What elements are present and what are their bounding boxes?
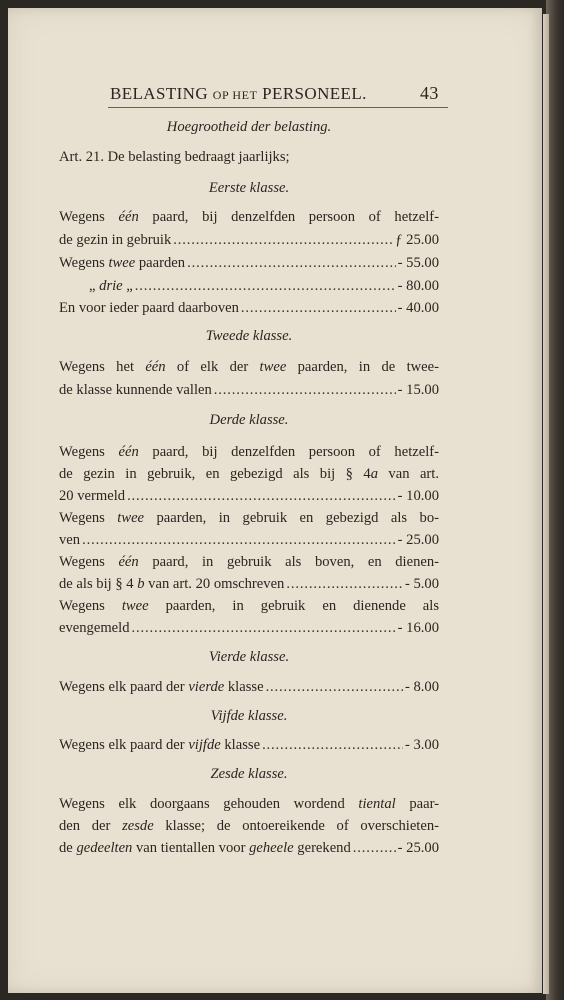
header-rule [108,107,448,108]
text-line: Wegens twee paarden, in gebruik en gebezigd als bo- [59,510,439,526]
text-line: Wegens het één of elk der twee paarden, in de twee- [59,359,439,375]
class-heading-2: Tweede klasse. [205,328,293,344]
tariff-row: de gezin in gebruik . . . ƒ 25.00 [59,229,439,251]
class-heading-3: Derde klasse. [209,412,289,428]
tariff-row: Wegens elk paard der vijfde klasse . . . - 3.00 [59,734,439,756]
tariff-row: Wegens elk paard der vierde klasse . . . - 8.00 [59,676,439,698]
tariff-row: 20 vermeld . . . - 10.00 [59,485,439,507]
running-title: BELASTING OP HET PERSONEEL. [110,84,367,103]
text-line: den der zesde klasse; de ontoereikende of overschieten- [59,818,439,834]
text-line: Wegens elk doorgaans gehouden wordend tiental paar- [59,796,440,812]
tariff-row: Wegens twee paarden . . . - 55.00 [59,252,439,274]
text-line: Wegens één paard, in gebruik als boven, en dienen- [59,554,440,570]
section-heading: Hoegrootheid der belasting. [166,119,332,135]
class-heading-6: Zesde klasse. [210,766,288,782]
text-line: Wegens één paard, bij denzelfden persoon of hetzelf- [59,444,439,460]
text-line: Wegens twee paarden, in gebruik en dienende als [59,598,440,614]
text-line: de gezin in gebruik, en gebezigd als bij § 4a van art. [59,466,439,482]
class-heading-5: Vijfde klasse. [210,708,288,724]
tariff-row: de als bij § 4 b van art. 20 omschreven . . . - 5.00 [59,573,439,595]
tariff-row: de gedeelten van tientallen voor geheele gerekend . . . - 25.00 [59,837,439,859]
class-heading-1: Eerste klasse. [208,180,290,196]
tariff-row: de klasse kunnende vallen . . . - 15.00 [59,379,439,401]
class-heading-4: Vierde klasse. [208,649,290,665]
page-edge-strip [543,14,549,994]
tariff-row: En voor ieder paard daarboven . . . - 40.00 [59,297,439,319]
tariff-row: „ drie „ . . . - 80.00 [59,275,439,297]
text-line: Wegens één paard, bij denzelfden persoon of hetzelf- [59,209,439,225]
article-line: Art. 21. De belasting bedraagt jaarlijks; [59,149,290,165]
tariff-row: evengemeld . . . - 16.00 [59,617,439,639]
page-number: 43 [420,83,439,103]
tariff-row: ven . . . - 25.00 [59,529,439,551]
